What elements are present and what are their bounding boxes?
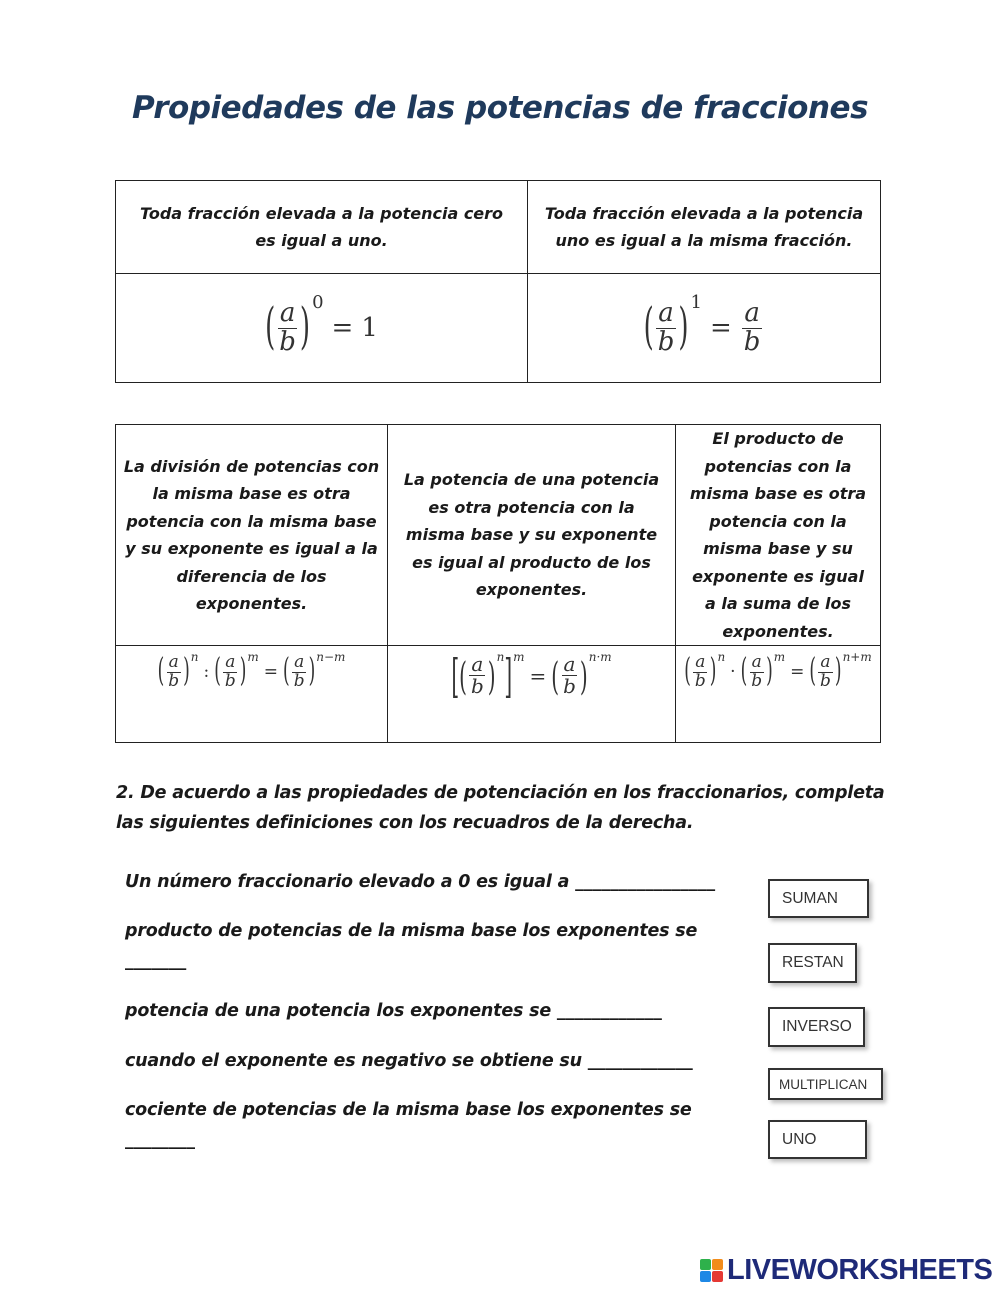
formula-one-power: ( $\frac{a}{b}$ ) 1 = $\frac{a}{b}$ — [643, 292, 761, 357]
rule-text-one-power: Toda fracción elevada a la potencia uno es igual a la misma fracción. — [544, 203, 864, 250]
formula-power-of-power: [ ( $\frac{a}{b}$ ) n ] m = ( $\frac{a}{b}$ ) n·m — [451, 647, 612, 704]
logo-mark-icon — [700, 1259, 723, 1282]
statement-5: cociente de potencias de la misma base los exponentes se ________ — [125, 1100, 692, 1150]
logo-text: LIVEWORKSHEETS — [727, 1253, 993, 1286]
answer-blank-5[interactable]: ________ — [125, 1130, 195, 1150]
formula-cell-one-power — [528, 274, 881, 383]
properties-table-1 — [115, 180, 881, 383]
word-box-restan[interactable]: RESTAN — [768, 943, 857, 983]
answer-blank-3[interactable]: ____________ — [556, 1001, 662, 1021]
statement-3: potencia de una potencia los exponentes se ____________ — [125, 1001, 662, 1021]
properties-table-2 — [115, 424, 881, 743]
formula-cell-zero-power — [116, 274, 528, 383]
word-box-multiplican[interactable]: MULTIPLICAN — [768, 1068, 883, 1100]
rule-text-product: El producto de potencias con la misma base es otra potencia con la misma base y su exponente es igual a la suma de los exponentes. — [689, 429, 867, 641]
rule-cell-zero-power — [116, 181, 528, 274]
answer-blank-1[interactable]: ________________ — [575, 872, 716, 892]
rule-cell-one-power — [528, 181, 881, 274]
statement-4: cuando el exponente es negativo se obtiene su ____________ — [125, 1051, 693, 1071]
question-instruction: 2. De acuerdo a las propiedades de potenciación en los fraccionarios, completa las siguientes definiciones con los recuadros de la derecha. — [116, 783, 885, 833]
word-box-inverso[interactable]: INVERSO — [768, 1007, 865, 1047]
formula-cell-product — [676, 646, 881, 743]
rule-text-zero-power: Toda fracción elevada a la potencia cero es igual a uno. — [139, 203, 504, 250]
word-box-uno[interactable]: UNO — [768, 1120, 867, 1159]
answer-blank-2[interactable]: _______ — [125, 951, 187, 971]
word-box-suman[interactable]: SUMAN — [768, 879, 869, 918]
statement-2: producto de potencias de la misma base los exponentes se _______ — [125, 921, 698, 971]
rule-cell-power-of-power — [388, 425, 676, 646]
answer-blank-4[interactable]: ____________ — [587, 1051, 693, 1071]
liveworksheets-logo[interactable] — [700, 1253, 992, 1287]
formula-cell-division — [116, 646, 388, 743]
rule-text-division: La división de potencias con la misma base es otra potencia con la misma base y su exponente es igual a la diferencia de los exponentes. — [123, 456, 380, 613]
formula-product: ( $\frac{a}{b}$ ) n · ( $\frac{a}{b}$ ) m = ( $\frac{a}{b}$ ) n+m — [684, 650, 872, 691]
page-title: Propiedades de las potencias de fracciones — [131, 90, 869, 126]
formula-cell-power-of-power — [388, 646, 676, 743]
statement-1: Un número fraccionario elevado a 0 es igual a ________________ — [125, 872, 716, 892]
formula-zero-power: ( $\frac{a}{b}$ ) 0 = 1 — [265, 292, 378, 357]
rule-cell-product — [676, 425, 881, 646]
rule-text-power-of-power: La potencia de una potencia es otra potencia con la misma base y su exponente es igual al producto de los exponentes. — [403, 470, 660, 600]
formula-division: ( $\frac{a}{b}$ ) n : ( $\frac{a}{b}$ ) m = ( $\frac{a}{b}$ ) n−m — [157, 650, 346, 691]
rule-cell-division — [116, 425, 388, 646]
